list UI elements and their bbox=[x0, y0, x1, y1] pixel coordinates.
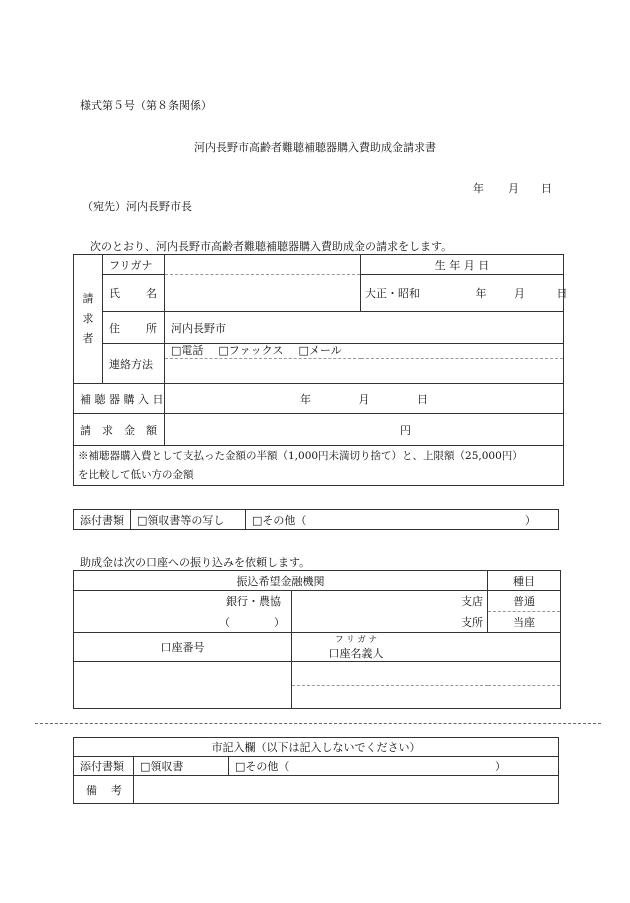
contact-detail-field[interactable] bbox=[165, 359, 564, 384]
other-attachment-checkbox[interactable]: □その他（ bbox=[252, 513, 307, 527]
attachments-table bbox=[73, 509, 559, 530]
date-year-label: 年 bbox=[473, 182, 484, 195]
era-options: 大正・昭和 bbox=[365, 287, 420, 300]
cut-line bbox=[35, 723, 601, 724]
contact-phone-checkbox[interactable]: □電話 bbox=[171, 344, 204, 357]
institution-header: 振込希望金融機関 bbox=[74, 571, 488, 591]
other-attachment-field[interactable]: □その他（ ） bbox=[246, 510, 559, 530]
name-label: 氏 名 bbox=[103, 275, 165, 312]
claimant-group-label: 請 求 者 bbox=[74, 255, 103, 384]
intro-text: 次のとおり、河内長野市高齢者難聴補聴器購入費助成金の請求をします。 bbox=[90, 240, 453, 253]
name-field[interactable] bbox=[165, 275, 361, 312]
date-month-label: 月 bbox=[508, 182, 519, 195]
account-holder-field[interactable] bbox=[292, 686, 561, 709]
remarks-label: 備 考 bbox=[74, 776, 134, 804]
account-number-field[interactable] bbox=[74, 662, 292, 709]
office-attachments-label: 添付書類 bbox=[74, 757, 134, 776]
furigana-field[interactable] bbox=[165, 255, 361, 275]
address-field[interactable] bbox=[165, 312, 564, 344]
office-receipt-checkbox[interactable]: □領収書 bbox=[134, 757, 229, 776]
contact-fax-checkbox[interactable]: □ファックス bbox=[218, 344, 284, 357]
remarks-field[interactable] bbox=[134, 776, 559, 804]
page-title: 河内長野市高齢者難聴補聴器購入費助成金請求書 bbox=[194, 141, 436, 154]
form-number: 様式第５号（第８条関係） bbox=[80, 99, 212, 112]
bank-table bbox=[73, 570, 561, 709]
office-other-field[interactable]: □その他（ ） bbox=[229, 757, 559, 776]
branch-field[interactable] bbox=[292, 591, 488, 612]
account-holder-label: フ リ ガ ナ 口座名義人 bbox=[292, 633, 561, 662]
contact-mail-checkbox[interactable]: □メール bbox=[298, 344, 342, 357]
attachments-label: 添付書類 bbox=[74, 510, 131, 530]
contact-label: 連絡方法 bbox=[103, 344, 165, 384]
account-type-current[interactable]: 当座 bbox=[488, 612, 561, 633]
amount-field[interactable] bbox=[165, 414, 564, 446]
date-day-label: 日 bbox=[541, 182, 552, 195]
bank-name-field[interactable] bbox=[74, 591, 292, 612]
addressee: （宛先）河内長野市長 bbox=[82, 200, 192, 213]
birthdate-field[interactable]: 大正・昭和 年 月 日 bbox=[361, 275, 564, 312]
branch-label: 支店 bbox=[461, 595, 483, 609]
yen-unit: 円 bbox=[400, 423, 411, 437]
office-use-header: 市記入欄（以下は記入しないでください） bbox=[74, 738, 559, 757]
purchase-date-field[interactable]: 年 月 日 bbox=[165, 384, 564, 414]
birthdate-label: 生 年 月 日 bbox=[361, 255, 564, 275]
claimant-table bbox=[73, 254, 568, 486]
sub-branch-label: 支所 bbox=[292, 612, 488, 633]
receipt-copy-checkbox[interactable]: □領収書等の写し bbox=[131, 510, 246, 530]
amount-note: ※補聴器購入費として支払った金額の半額（1,000円未満切り捨て）と、上限額（25,000円） を比較して低い方の金額 bbox=[74, 446, 564, 486]
purchase-date-label: 補 聴 器 購 入 日 bbox=[74, 384, 165, 414]
amount-label: 請 求 金 額 bbox=[74, 414, 165, 446]
account-type-ordinary[interactable]: 普通 bbox=[488, 591, 561, 612]
furigana-label: フリガナ bbox=[103, 255, 165, 275]
account-number-label: 口座番号 bbox=[74, 633, 292, 662]
account-type-header: 種目 bbox=[488, 571, 561, 591]
office-other-checkbox[interactable]: □その他（ bbox=[235, 760, 290, 773]
contact-options bbox=[165, 344, 564, 359]
address-label: 住 所 bbox=[103, 312, 165, 344]
bank-type-label: 銀行・農協 bbox=[226, 595, 281, 609]
bank-paren-field: （ ） bbox=[74, 612, 292, 633]
address-prefix: 河内長野市 bbox=[171, 321, 226, 335]
office-use-table bbox=[73, 737, 559, 804]
account-holder-furigana-field[interactable] bbox=[292, 662, 561, 686]
bank-request-text: 助成金は次の口座への振り込みを依頼します。 bbox=[80, 556, 311, 569]
